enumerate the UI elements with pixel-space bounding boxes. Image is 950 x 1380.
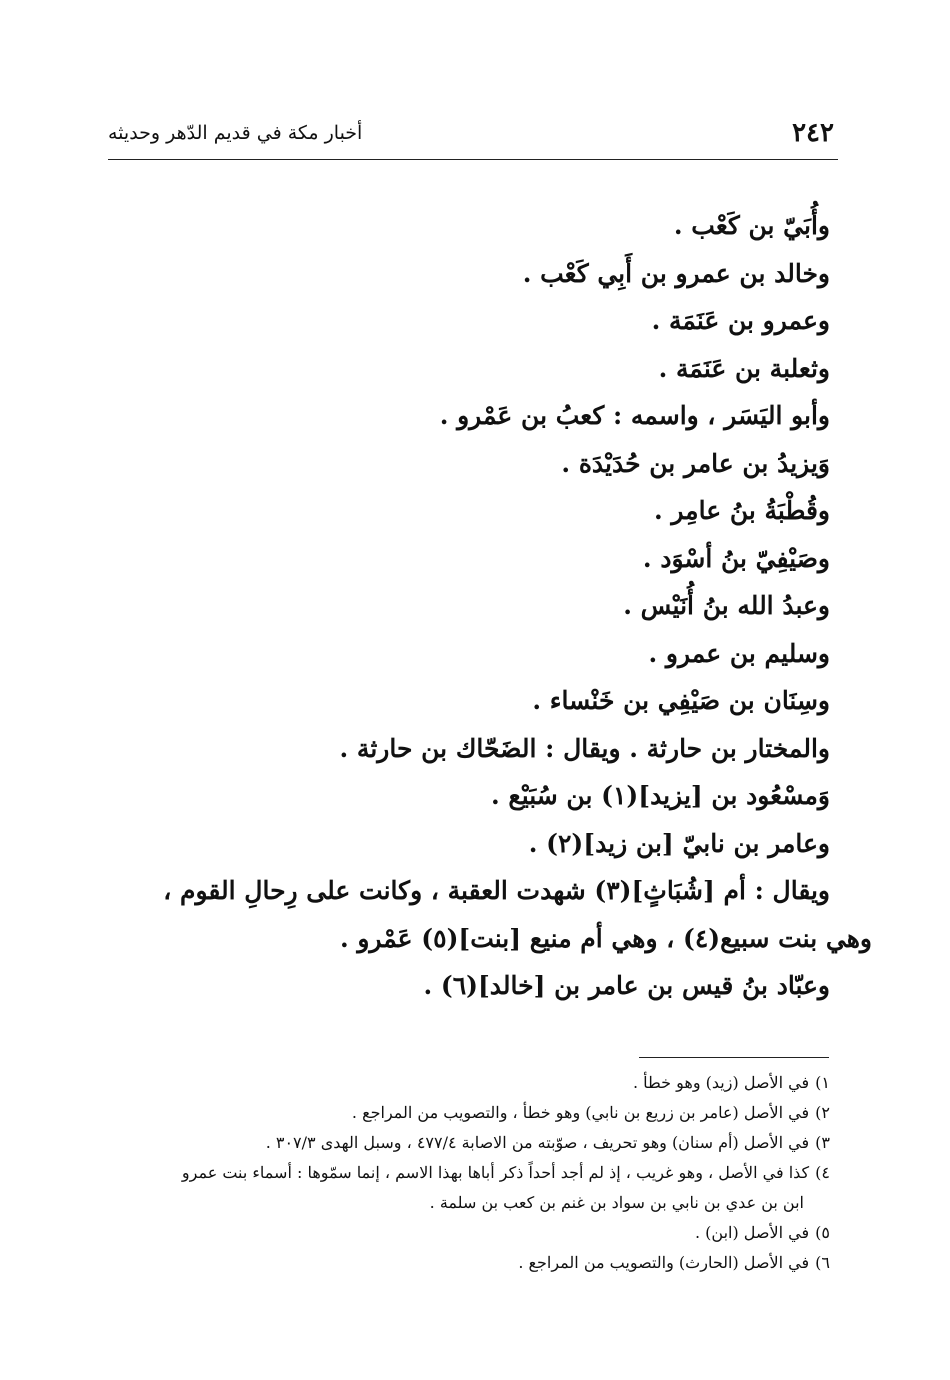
footnote [110,1098,830,1128]
text-line: ويقال : أم [شُبَاثٍ](٣) شهدت العقبة ، وكانت على رِحالِ القوم ، [163,876,830,905]
footnote-text: في الأصل (أم سنان) وهو تحريف ، صوّبته من الاصابة ٤٧٧/٤ ، وسبل الهدى ٣٠٧/٣ . [265,1133,810,1152]
footnote-number: ٢) [815,1103,830,1122]
footnote-number: ٤) [815,1163,830,1182]
text-line: والمختار بن حارثة . ويقال : الضَحّاك بن حارثة . [339,733,830,763]
running-title: أخبار مكة في قديم الدّهر وحديثه [108,122,363,144]
footnote [110,1158,830,1218]
footnote-text: في الأصل (عامر بن زريع بن نابي) وهو خطأ ، والتصويب من المراجع . [351,1103,810,1122]
footnote-text: في الأصل (ابن) . [694,1223,810,1242]
page-number: ٢٤٢ [792,118,834,148]
text-line: وَيزيدُ بن عامر بن حُدَيْدَة . [561,448,830,478]
text-line: وأُبَيّ بن كَعْب . [673,211,830,240]
footnote-text: في الأصل (الحارث) والتصويب من المراجع . [518,1253,810,1272]
text-line: وثعلبة بن عَنَمَة . [658,353,830,383]
footnote-number: ٦) [815,1253,830,1272]
header-rule [108,159,838,160]
footnotes [110,1068,830,1278]
footnote-number: ٣) [815,1133,830,1152]
text-line: وسِنَان بن صَيْفِي بن خَنْساء . [532,686,830,715]
footnote-continuation: ابن بن عدي بن نابي بن سواد بن غنم بن كعب بن سلمة . [429,1193,804,1212]
footnote [110,1128,830,1158]
footnote-text: في الأصل (زيد) وهو خطأ . [633,1073,810,1092]
text-line: وخالد بن عمرو بن أَبِي كَعْب . [522,258,830,288]
footnote [110,1218,830,1248]
text-line: وسليم بن عمرو . [648,638,830,668]
footnote [110,1068,830,1098]
footnote-number: ٥) [815,1223,830,1242]
footnote-text: كذا في الأصل ، وهو غريب ، إذ لم أجد أحداً ذكر أباها بهذا الاسم ، إنما سمّوها : أسماء بنت عمرو [181,1163,810,1182]
text-line: وعامر بن نابيّ [بن زيد](٢) . [528,828,830,858]
text-line: وَمسْعُود بن [يزيد](١) بن سُبَيْع . [490,781,830,810]
footnote-rule [639,1057,829,1058]
footnote [110,1248,830,1278]
text-line: وعمرو بن عَنَمَة . [651,306,830,335]
page-header [108,118,838,158]
text-line: وعبّاد بنُ قيس بن عامر بن [خالد](٦) . [423,971,830,1000]
footnote-number: ١) [815,1073,830,1092]
text-line: وصَيْفِيّ بنُ أسْوَد . [642,543,830,573]
main-text [110,202,872,1010]
text-line: وعبدُ الله بنُ أُنَيْس . [623,591,830,620]
text-line: وهي بنت سبيع(٤) ، وهي أم منيع [بنت](٥) عَمْرو . [339,923,872,953]
text-line: وقُطْبَةُ بنُ عامِر . [653,496,830,525]
text-line: وأبو اليَسَر ، واسمه : كعبُ بن عَمْرو . [439,401,830,430]
